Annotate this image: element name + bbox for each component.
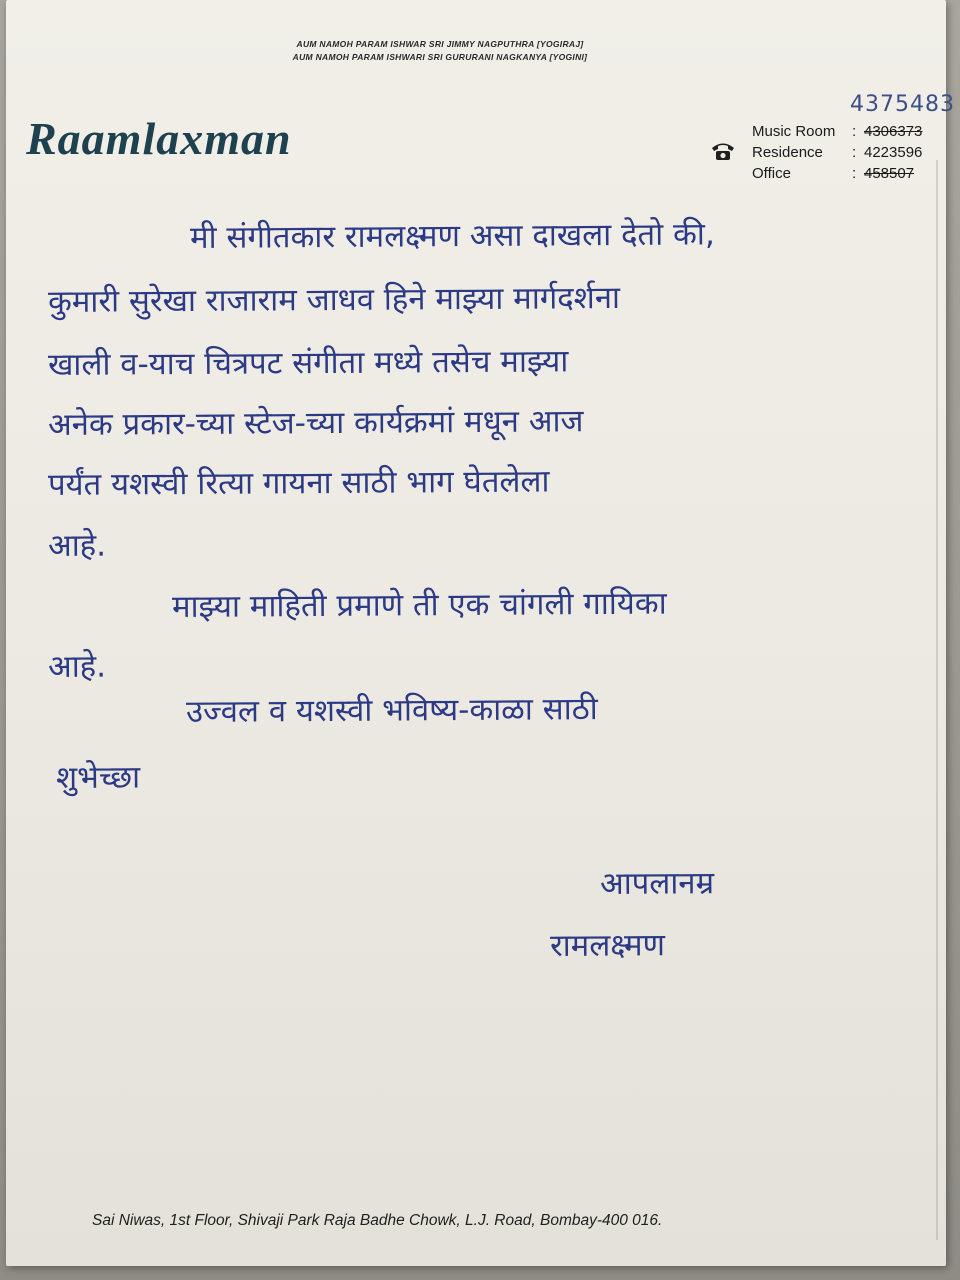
letter-line: माझ्या माहिती प्रमाणे ती एक चांगली गायिका [171, 585, 667, 625]
letter-line: उज्वल व यशस्वी भविष्य-काळा साठी [185, 691, 598, 730]
letterhead-address: Sai Niwas, 1st Floor, Shivaji Park Raja Badhe Chowk, L.J. Road, Bombay-400 016. [92, 1212, 663, 1229]
brand-logo: Raamlaxman [26, 113, 292, 164]
phone-separator: : [852, 123, 857, 140]
letter-line: खाली व-याच चित्रपट संगीता मध्ये तसेच माझ्या [47, 343, 569, 383]
phone-label: Music Room [752, 123, 836, 140]
letter-signature: रामलक्ष्मण [549, 927, 666, 964]
letter-line: आहे. [47, 648, 107, 685]
invocation-line: AUM NAMOH PARAM ISHWAR SRI JIMMY NAGPUTHRA [YOGIRAJ] [296, 39, 584, 49]
letter-line: अनेक प्रकार-च्या स्टेज-च्या कार्यक्रमां मधून आज [47, 403, 584, 443]
letter-line: कुमारी सुरेखा राजाराम जाधव हिने माझ्या मार्गदर्शना [47, 280, 621, 320]
phone-separator: : [852, 165, 857, 182]
letter-closing: आपलानम्र [599, 865, 715, 902]
invocation-line: AUM NAMOH PARAM ISHWARI SRI GURURANI NAGKANYA [YOGINI] [292, 52, 588, 62]
phone-value: 4223596 [864, 144, 923, 161]
phone-value: 458507 [864, 165, 915, 182]
letter-line: मी संगीतकार रामलक्ष्मण असा दाखला देतो की, [189, 216, 715, 256]
phone-value: 4306373 [864, 123, 923, 140]
phone-label: Office [752, 165, 791, 182]
phone-separator: : [852, 144, 857, 161]
letter-line: शुभेच्छा [55, 759, 141, 796]
letter-line: आहे. [47, 527, 107, 564]
handwritten-phone-number: 4375483 [850, 92, 955, 117]
letter-line: पर्यंत यशस्वी रित्या गायना साठी भाग घेतलेला [47, 463, 550, 503]
phone-label: Residence [752, 144, 823, 161]
